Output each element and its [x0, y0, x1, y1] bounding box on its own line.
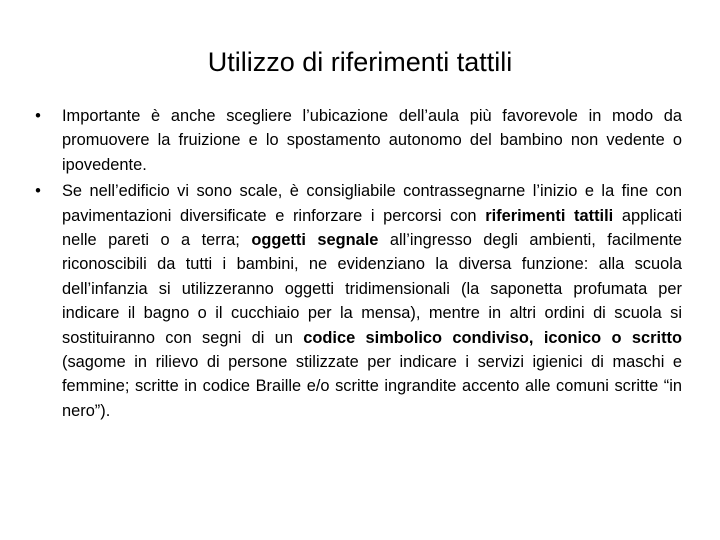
bullet-text-bold: riferimenti tattili: [485, 206, 614, 225]
bullet-item: [30, 104, 682, 177]
bullet-icon: •: [35, 182, 41, 201]
bullet-list: [30, 104, 682, 425]
bullet-icon: •: [35, 107, 41, 125]
bullet-item: [30, 179, 682, 423]
bullet-text: Importante è anche scegliere l’ubicazione dell’aula più favorevole in modo da promuovere la fruizione e lo spostamento autonomo del bambino non vedente o ipovedente.: [62, 107, 682, 174]
bullet-text: Se nell’edificio vi sono scale, è consigliabile contrassegnarne l’inizio e la fine con pavimentazioni diversificate e rinforzare i percorsi con: [62, 182, 682, 225]
slide-title: Utilizzo di riferimenti tattili: [207, 47, 513, 77]
bullet-text-bold: codice simbolico condiviso, iconico o scritto: [303, 328, 682, 347]
bullet-text: all’ingresso degli ambienti, facilmente riconoscibili da tutti i bambini, ne evidenziano la diversa funzione: alla scuola dell’infanzia si utilizzeranno oggetti tridimensionali (la saponetta profumata per indicare il bagno o il cucchiaio per la mensa), mentre in altri ordini di scuola si sostituiranno con segni di un: [62, 231, 683, 347]
bullet-text: (sagome in rilievo di persone stilizzate per indicare i servizi igienici di maschi e femmine; scritte in codice Braille e/o scritte ingrandite accento alle comuni scritte “in nero”).: [62, 353, 682, 420]
bullet-text: applicati nelle pareti o a terra;: [62, 206, 682, 250]
bullet-text-bold: oggetti segnale: [251, 231, 379, 250]
